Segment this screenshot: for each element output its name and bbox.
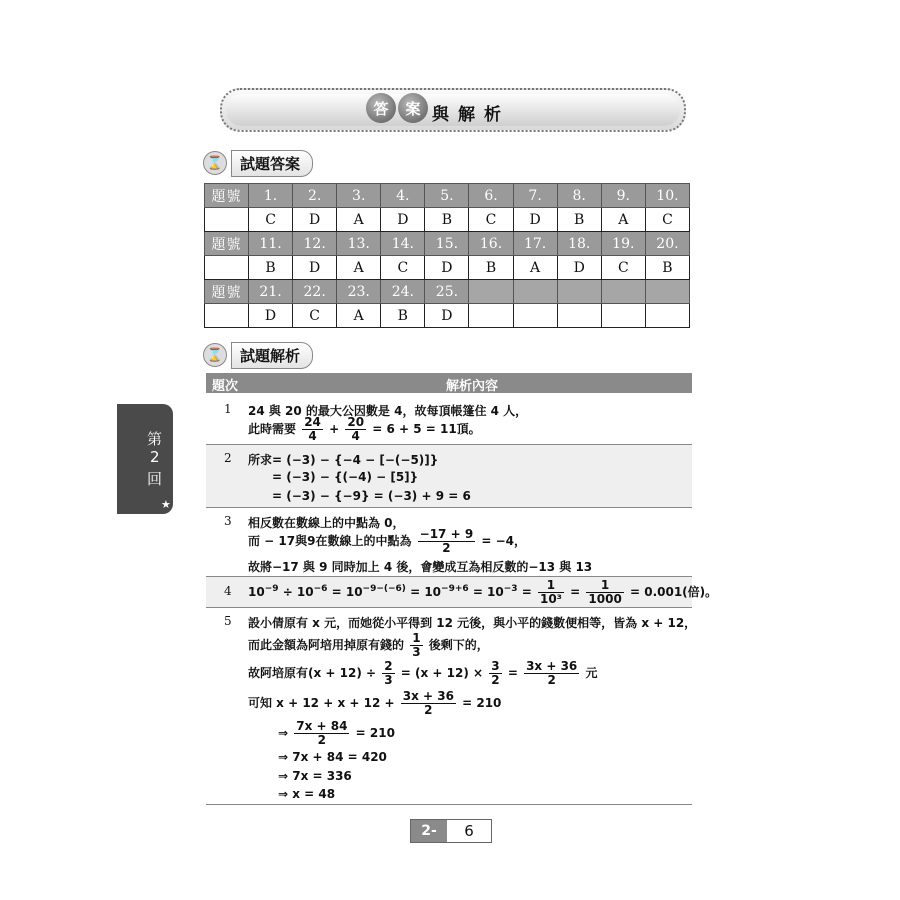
answer-table	[204, 183, 690, 328]
analysis-line: 故將−17 與 9 同時加上 4 後，會變成互為相反數的−13 與 13	[248, 560, 593, 574]
text: = 10	[405, 585, 442, 599]
answer-cell: B	[381, 304, 425, 328]
answer-cell: C	[293, 304, 337, 328]
answer-cell	[601, 304, 645, 328]
question-number: 11.	[249, 232, 293, 256]
analysis-line	[278, 720, 395, 747]
denominator: 2	[424, 703, 433, 717]
page-number	[410, 819, 492, 843]
answer-cell: A	[601, 208, 645, 232]
analysis-line: = (−3) − {(−4) − [5]}	[272, 470, 419, 484]
question-number	[645, 280, 689, 304]
answer-cell: C	[601, 256, 645, 280]
numerator: 1	[538, 579, 564, 593]
analysis-line	[248, 660, 597, 687]
text: 此時需要	[248, 422, 297, 436]
denominator: 2	[547, 673, 556, 687]
fraction	[586, 579, 623, 606]
answer-cell: C	[469, 208, 513, 232]
answer-cell: D	[293, 208, 337, 232]
denominator: 2	[442, 541, 451, 555]
page-prefix: 2-	[411, 820, 447, 842]
question-number: 3.	[337, 184, 381, 208]
side-tab-char: 回	[147, 470, 163, 488]
fraction	[489, 660, 501, 687]
question-number	[513, 280, 557, 304]
header-content: 解析內容	[446, 379, 499, 394]
row-number: 2	[224, 451, 232, 465]
question-number: 5.	[425, 184, 469, 208]
numerator: 7x + 84	[296, 719, 348, 733]
text: =	[517, 585, 532, 599]
answer-cell: C	[381, 256, 425, 280]
analysis-row-5	[206, 608, 697, 803]
chapter-side-tab	[117, 404, 173, 514]
analysis-line: 所求= (−3) − {−4 − [−(−5)]}	[248, 453, 439, 467]
question-number: 7.	[513, 184, 557, 208]
fraction	[294, 720, 349, 747]
denominator: 10³	[539, 592, 562, 606]
row-label: 題號	[205, 232, 249, 256]
denominator: 2	[317, 733, 327, 747]
answer-cell: D	[425, 256, 469, 280]
answer-cell: C	[249, 208, 293, 232]
numerator: 3x + 36	[402, 689, 454, 703]
question-number: 2.	[293, 184, 337, 208]
question-number: 17.	[513, 232, 557, 256]
row-number: 3	[224, 514, 232, 528]
text: = 6 + 5 = 11頂。	[372, 422, 481, 436]
hourglass-icon: ⌛	[203, 343, 227, 367]
question-number-row	[205, 184, 690, 208]
analysis-line	[248, 690, 501, 717]
answer-cell: A	[337, 304, 381, 328]
analysis-line: ⇒ 7x = 336	[278, 769, 352, 783]
hourglass-icon: ⌛	[203, 151, 227, 175]
analysis-row-3	[206, 508, 692, 575]
text: = −4，	[481, 534, 526, 548]
denominator: 4	[351, 429, 360, 443]
analysis-row-4	[206, 577, 718, 607]
fraction	[401, 690, 456, 717]
answer-cell	[645, 304, 689, 328]
text: ÷ 10	[278, 585, 314, 599]
fraction	[418, 528, 476, 555]
page-title: 與解析	[432, 105, 510, 125]
row-number: 4	[224, 584, 232, 598]
fraction	[524, 660, 579, 687]
row-label: 解答	[205, 256, 249, 280]
question-number: 8.	[557, 184, 601, 208]
row-number: 5	[224, 614, 232, 628]
question-number: 25.	[425, 280, 469, 304]
text: 可知 x + 12 + x + 12 +	[248, 696, 395, 710]
analysis-line	[248, 416, 481, 443]
question-number: 12.	[293, 232, 337, 256]
answer-cell: A	[513, 256, 557, 280]
denominator: 3	[412, 645, 421, 659]
text: =	[507, 666, 518, 680]
question-number: 20.	[645, 232, 689, 256]
numerator: 3x + 36	[526, 659, 578, 673]
text: = 210	[462, 696, 502, 710]
question-number: 15.	[425, 232, 469, 256]
numerator: −17 + 9	[419, 527, 474, 541]
answer-cell: D	[249, 304, 293, 328]
question-number	[469, 280, 513, 304]
answer-cell	[557, 304, 601, 328]
question-number: 13.	[337, 232, 381, 256]
answer-cell: D	[425, 304, 469, 328]
question-number: 1.	[249, 184, 293, 208]
answer-cell	[469, 304, 513, 328]
question-number	[601, 280, 645, 304]
analysis-line: 設小倩原有 x 元，而她從小平得到 12 元後，與小平的錢數便相等，皆為 x + 12，	[248, 616, 697, 630]
exponent: −9−(−6)	[362, 584, 406, 594]
text: 故阿培原有(x + 12) ÷	[248, 666, 377, 680]
analysis-line: ⇒ x = 48	[278, 787, 336, 801]
answer-cell: D	[557, 256, 601, 280]
denominator: 1000	[588, 592, 622, 606]
header-question: 題次	[212, 379, 239, 394]
numerator: 24	[304, 415, 321, 429]
denominator: 4	[308, 429, 317, 443]
row-label: 解答	[205, 208, 249, 232]
denominator: 2	[491, 673, 500, 687]
exponent: −9+6	[441, 584, 469, 594]
analysis-line: 24 與 20 的最大公因數是 4，故每頂帳篷住 4 人，	[248, 404, 528, 418]
title-bubble-1: 答	[366, 93, 396, 123]
text: ⇒	[278, 726, 289, 740]
text: 10	[248, 585, 265, 599]
analysis-line: = (−3) − {−9} = (−3) + 9 = 6	[272, 489, 471, 503]
text: = 0.001(倍)。	[629, 585, 718, 599]
numerator: 1	[412, 631, 421, 645]
numerator: 3	[491, 659, 500, 673]
numerator: 1	[586, 579, 623, 593]
question-number: 10.	[645, 184, 689, 208]
fraction	[538, 579, 564, 606]
side-tab-char: 第	[147, 430, 163, 448]
question-number: 14.	[381, 232, 425, 256]
analysis-section-label: ⌛ 試題解析	[203, 343, 313, 367]
answer-row	[205, 304, 690, 328]
question-number-row	[205, 232, 690, 256]
numerator: 20	[347, 415, 365, 429]
text: = (x + 12) ×	[400, 666, 484, 680]
fraction	[382, 660, 394, 687]
exponent: −6	[313, 584, 328, 594]
question-number	[557, 280, 601, 304]
text: =	[570, 585, 581, 599]
question-number: 4.	[381, 184, 425, 208]
row-divider	[206, 804, 692, 805]
question-number: 18.	[557, 232, 601, 256]
answer-row	[205, 208, 690, 232]
question-number: 16.	[469, 232, 513, 256]
answer-cell: B	[425, 208, 469, 232]
question-number: 6.	[469, 184, 513, 208]
answer-cell: D	[381, 208, 425, 232]
exponent: −9	[264, 584, 279, 594]
text: 後剩下的，	[428, 638, 489, 652]
row-label: 題號	[205, 184, 249, 208]
answer-cell: C	[645, 208, 689, 232]
denominator: 3	[384, 673, 393, 687]
answer-cell: B	[249, 256, 293, 280]
analysis-line	[248, 632, 489, 659]
answer-row	[205, 256, 690, 280]
answer-cell: A	[337, 208, 381, 232]
question-number: 9.	[601, 184, 645, 208]
row-label: 解答	[205, 304, 249, 328]
analysis-line: ⇒ 7x + 84 = 420	[278, 750, 387, 764]
title-bubble-2: 案	[398, 93, 428, 123]
answer-cell: B	[645, 256, 689, 280]
question-number: 22.	[293, 280, 337, 304]
text: = 10	[327, 585, 363, 599]
answer-cell: B	[469, 256, 513, 280]
text: = 210	[355, 726, 395, 740]
answer-cell: D	[513, 208, 557, 232]
answer-cell: A	[337, 256, 381, 280]
answer-cell: B	[557, 208, 601, 232]
exponent: −3	[503, 584, 518, 594]
question-number-row	[205, 280, 690, 304]
answer-cell	[513, 304, 557, 328]
star-icon: ★	[161, 498, 171, 511]
analysis-line	[248, 579, 717, 606]
fraction	[302, 416, 323, 443]
fraction	[410, 632, 422, 659]
question-number: 24.	[381, 280, 425, 304]
row-label: 題號	[205, 280, 249, 304]
page-value: 6	[447, 820, 491, 842]
analysis-line	[248, 528, 526, 555]
text: = 10	[468, 585, 504, 599]
answers-section-label: ⌛ 試題答案	[203, 151, 313, 175]
analysis-row-2	[206, 445, 692, 507]
fraction	[345, 416, 366, 443]
analysis-line: 相反數在數線上的中點為 0，	[248, 516, 405, 530]
question-number: 23.	[337, 280, 381, 304]
question-number: 19.	[601, 232, 645, 256]
text: 而 − 17與9在數線上的中點為	[248, 534, 412, 548]
text: 而此金額為阿培用掉原有錢的	[248, 638, 405, 652]
analysis-row-1	[206, 394, 692, 444]
row-number: 1	[224, 402, 232, 416]
answer-cell: D	[293, 256, 337, 280]
text: +	[329, 422, 340, 436]
text: 元	[585, 666, 598, 680]
analysis-table-header	[206, 373, 692, 393]
numerator: 2	[384, 659, 393, 673]
question-number: 21.	[249, 280, 293, 304]
side-tab-char: 2	[150, 448, 160, 466]
